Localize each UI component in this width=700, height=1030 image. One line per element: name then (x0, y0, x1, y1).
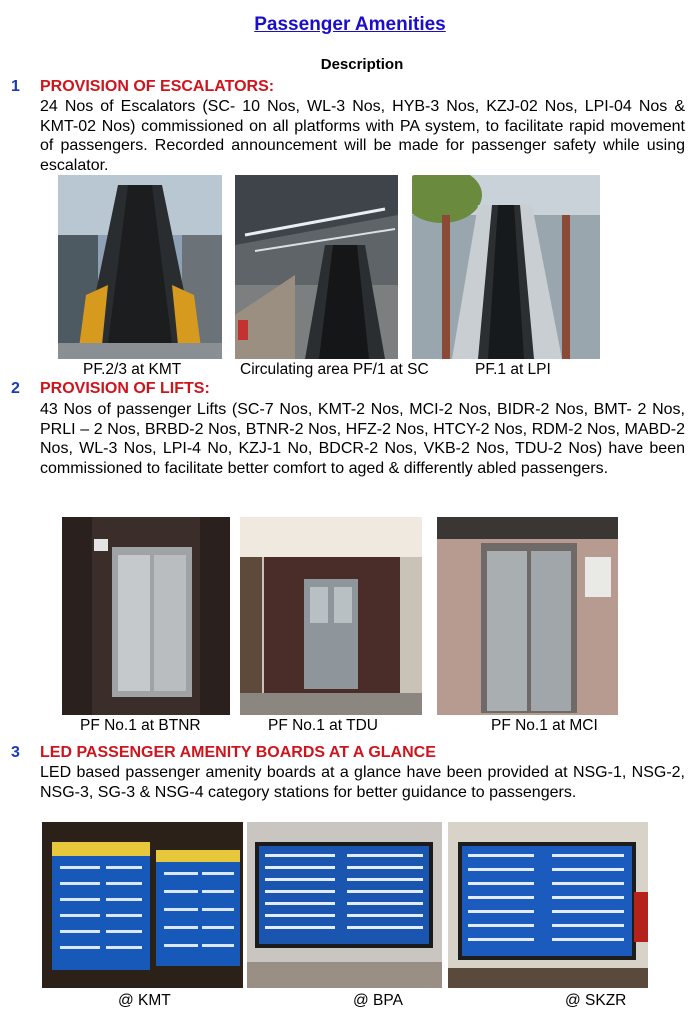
section-text: LED based passenger amenity boards at a glance have been provided at NSG-1, NSG-2, NSG-3, SG-3 & NSG-4 category stations for better guidance to passengers. (40, 764, 685, 801)
photo-caption: PF No.1 at TDU (268, 717, 378, 734)
lift-photo (437, 517, 618, 715)
section-heading: PROVISION OF ESCALATORS: (40, 78, 275, 95)
section-text: 43 Nos of passenger Lifts (SC-7 Nos, KMT-2 Nos, MCI-2 Nos, BIDR-2 Nos, BMT- 2 Nos, PRLI – 2 Nos, BRBD-2 Nos, BTNR-2 Nos, HFZ-2 Nos, HTCY-2 Nos, RDM-2 Nos, MABD-2 Nos, WL-3 Nos, LPI-4 No, KZJ-1 No, BDCR-2 Nos, VKB-2 Nos, TDU-2 Nos) have been commissioned to facilitate better comfort to aged & differently abled passengers. (40, 401, 685, 477)
section-heading: LED PASSENGER AMENITY BOARDS AT A GLANCE (40, 744, 436, 761)
photo-caption: Circulating area PF/1 at SC (240, 361, 429, 378)
section-number: 3 (11, 744, 20, 761)
photo-caption: @ KMT (118, 992, 171, 1009)
amenity-board-photo (42, 822, 243, 988)
lift-photo (240, 517, 422, 715)
section-number: 2 (11, 380, 20, 397)
photo-caption: PF.1 at LPI (475, 361, 551, 378)
photo-caption: @ BPA (353, 992, 403, 1009)
escalator-photo (412, 175, 600, 359)
amenity-board-photo (247, 822, 442, 988)
page-title: Passenger Amenities (254, 14, 446, 35)
photo-caption: PF No.1 at MCI (491, 717, 598, 734)
amenity-board-photo (448, 822, 648, 988)
section-text: 24 Nos of Escalators (SC- 10 Nos, WL-3 Nos, HYB-3 Nos, KZJ-02 Nos, LPI-04 Nos & KMT-02 Nos) commissioned on all platforms with PA system, to facilitate rapid movement of passengers. Recorded announcement will be made for passenger safety while using escalator. (40, 98, 685, 174)
photo-caption: PF No.1 at BTNR (80, 717, 201, 734)
photo-caption: @ SKZR (565, 992, 627, 1009)
section-heading: PROVISION OF LIFTS: (40, 380, 210, 397)
photo-caption: PF.2/3 at KMT (83, 361, 182, 378)
escalator-photo (235, 175, 398, 359)
section-number: 1 (11, 78, 20, 95)
lift-photo (62, 517, 230, 715)
escalator-photo (58, 175, 222, 359)
description-heading: Description (320, 56, 404, 73)
